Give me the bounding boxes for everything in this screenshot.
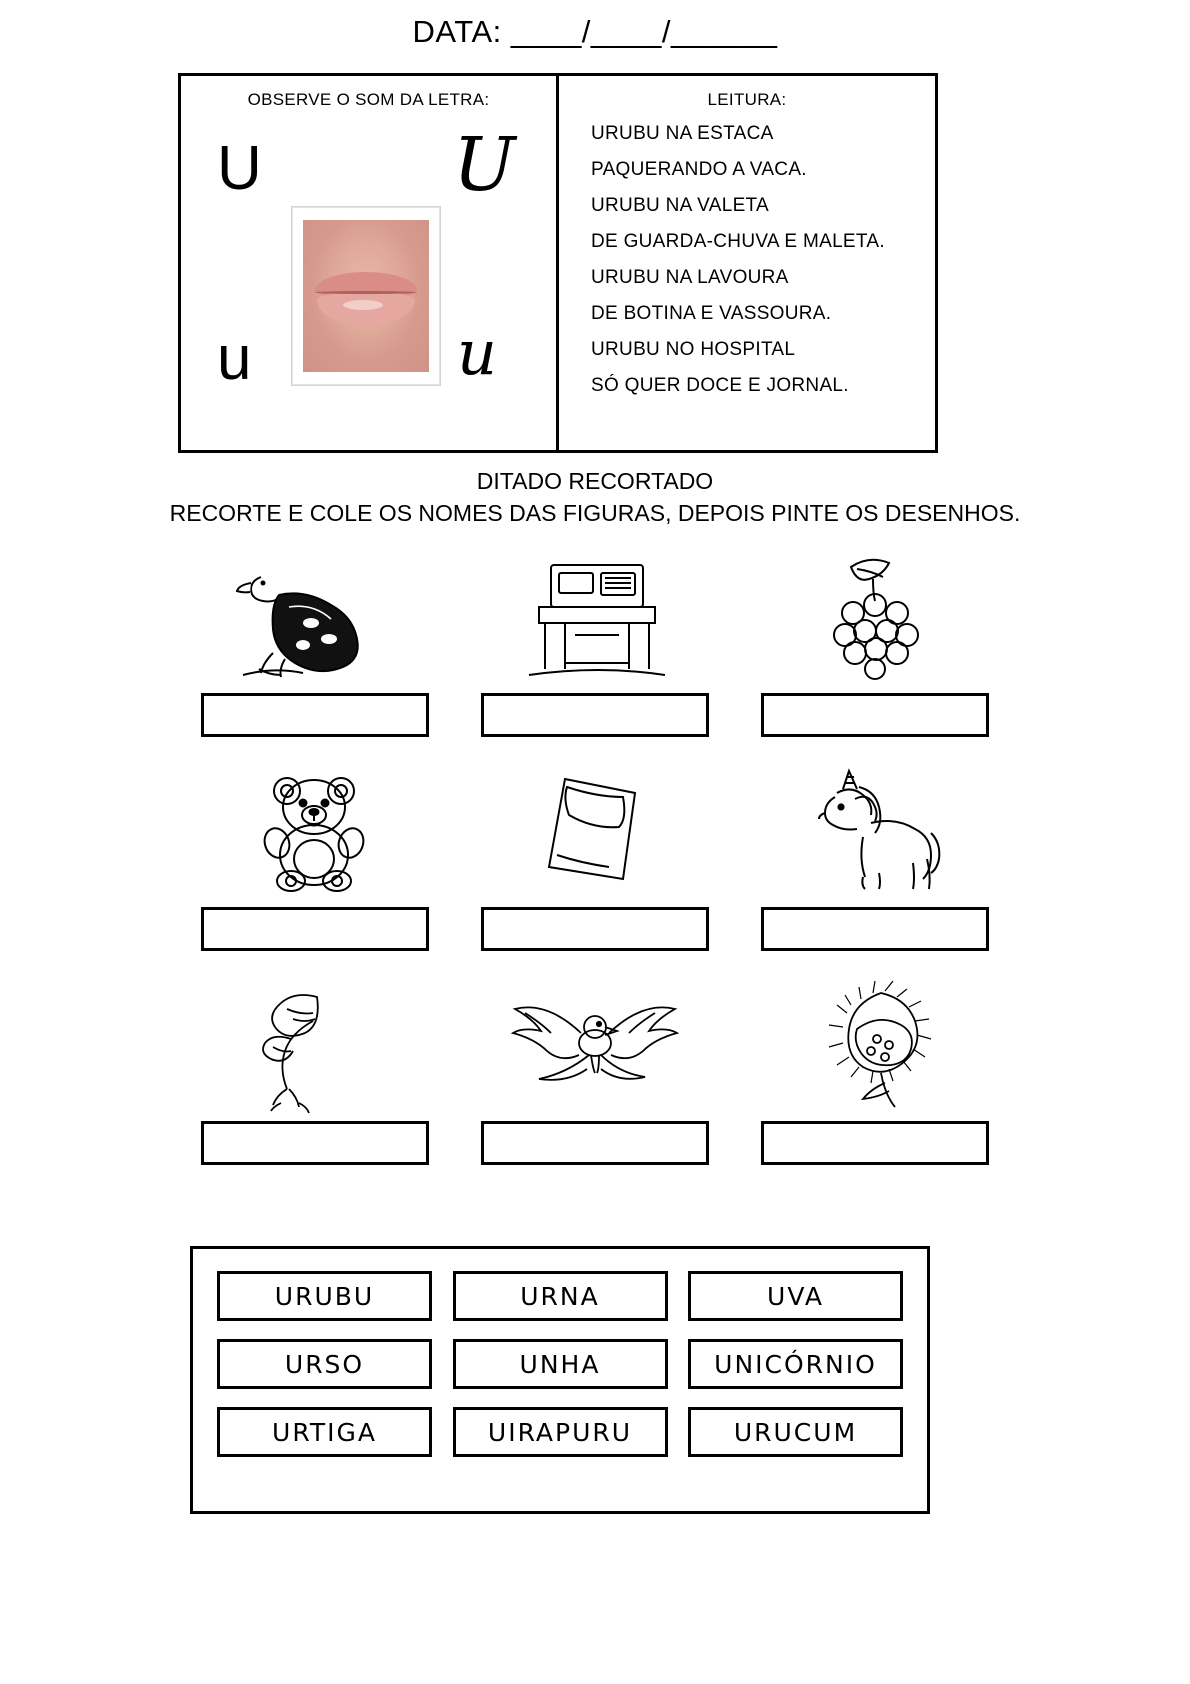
instructions bbox=[0, 465, 1190, 529]
reading-line: URUBU NA VALETA bbox=[591, 195, 770, 216]
picture-cell bbox=[465, 759, 725, 951]
reading-line: URUBU NA ESTACA bbox=[591, 123, 774, 144]
reading-text bbox=[559, 110, 935, 404]
picture-cell bbox=[185, 759, 445, 951]
word-card[interactable]: URSO bbox=[217, 1339, 432, 1389]
picture-cell bbox=[185, 973, 445, 1165]
unicorn-icon bbox=[750, 759, 1000, 907]
nettle-plant-icon bbox=[190, 973, 440, 1121]
word-card[interactable]: URUBU bbox=[217, 1271, 432, 1321]
reading-line: SÓ QUER DOCE E JORNAL. bbox=[591, 375, 849, 396]
answer-box[interactable] bbox=[201, 693, 429, 737]
picture-cell bbox=[465, 545, 725, 737]
lip-highlight-shape bbox=[343, 300, 383, 310]
answer-box[interactable] bbox=[201, 907, 429, 951]
word-card[interactable]: UNICÓRNIO bbox=[688, 1339, 903, 1389]
answer-box[interactable] bbox=[201, 1121, 429, 1165]
vulture-icon bbox=[190, 545, 440, 693]
word-bank-row bbox=[217, 1407, 903, 1457]
reading-line: URUBU NO HOSPITAL bbox=[591, 339, 796, 360]
picture-cell bbox=[185, 545, 445, 737]
word-bank bbox=[190, 1246, 930, 1514]
letter-study-box bbox=[178, 73, 938, 453]
letter-lowercase-cursive: u bbox=[457, 316, 497, 389]
picture-row bbox=[185, 973, 1005, 1165]
picture-cell bbox=[745, 759, 1005, 951]
answer-box[interactable] bbox=[761, 1121, 989, 1165]
ballot-box-icon bbox=[470, 545, 720, 693]
reading-panel bbox=[559, 76, 935, 450]
reading-line: URUBU NA LAVOURA bbox=[591, 267, 789, 288]
fingernail-icon bbox=[470, 759, 720, 907]
urucum-fruit-icon bbox=[750, 973, 1000, 1121]
word-bank-row bbox=[217, 1271, 903, 1321]
word-card[interactable]: UIRAPURU bbox=[453, 1407, 668, 1457]
letter-forms bbox=[181, 110, 556, 410]
picture-cell bbox=[745, 545, 1005, 737]
picture-cell bbox=[465, 973, 725, 1165]
word-card[interactable]: URTIGA bbox=[217, 1407, 432, 1457]
sound-panel bbox=[181, 76, 559, 450]
word-card[interactable]: URNA bbox=[453, 1271, 668, 1321]
instructions-title: DITADO RECORTADO bbox=[476, 468, 714, 494]
answer-box[interactable] bbox=[481, 1121, 709, 1165]
sound-panel-title: OBSERVE O SOM DA LETRA: bbox=[247, 90, 490, 109]
word-card[interactable]: UVA bbox=[688, 1271, 903, 1321]
letter-lowercase-print: u bbox=[217, 324, 252, 393]
reading-line: PAQUERANDO A VACA. bbox=[591, 159, 807, 180]
answer-box[interactable] bbox=[481, 907, 709, 951]
lip-line-shape bbox=[315, 291, 417, 294]
answer-box[interactable] bbox=[761, 693, 989, 737]
instructions-detail: RECORTE E COLE OS NOMES DAS FIGURAS, DEPOIS PINTE OS DESENHOS. bbox=[169, 500, 1021, 526]
answer-box[interactable] bbox=[761, 907, 989, 951]
teddy-bear-icon bbox=[190, 759, 440, 907]
letter-uppercase-print: U bbox=[217, 134, 262, 203]
reading-line: DE BOTINA E VASSOURA. bbox=[591, 303, 832, 324]
mouth-photo-image bbox=[303, 220, 429, 372]
letter-uppercase-cursive: U bbox=[453, 122, 516, 208]
word-card[interactable]: URUCUM bbox=[688, 1407, 903, 1457]
date-line: DATA: ____/____/______ bbox=[412, 14, 778, 49]
word-card[interactable]: UNHA bbox=[453, 1339, 668, 1389]
picture-row bbox=[185, 759, 1005, 951]
answer-box[interactable] bbox=[481, 693, 709, 737]
picture-row bbox=[185, 545, 1005, 737]
picture-grid bbox=[185, 545, 1005, 1173]
flying-bird-icon bbox=[470, 973, 720, 1121]
word-bank-row bbox=[217, 1339, 903, 1389]
picture-cell bbox=[745, 973, 1005, 1165]
reading-line: DE GUARDA-CHUVA E MALETA. bbox=[591, 231, 885, 252]
mouth-photo bbox=[291, 206, 441, 386]
reading-panel-title: LEITURA: bbox=[707, 90, 787, 109]
grapes-icon bbox=[750, 545, 1000, 693]
